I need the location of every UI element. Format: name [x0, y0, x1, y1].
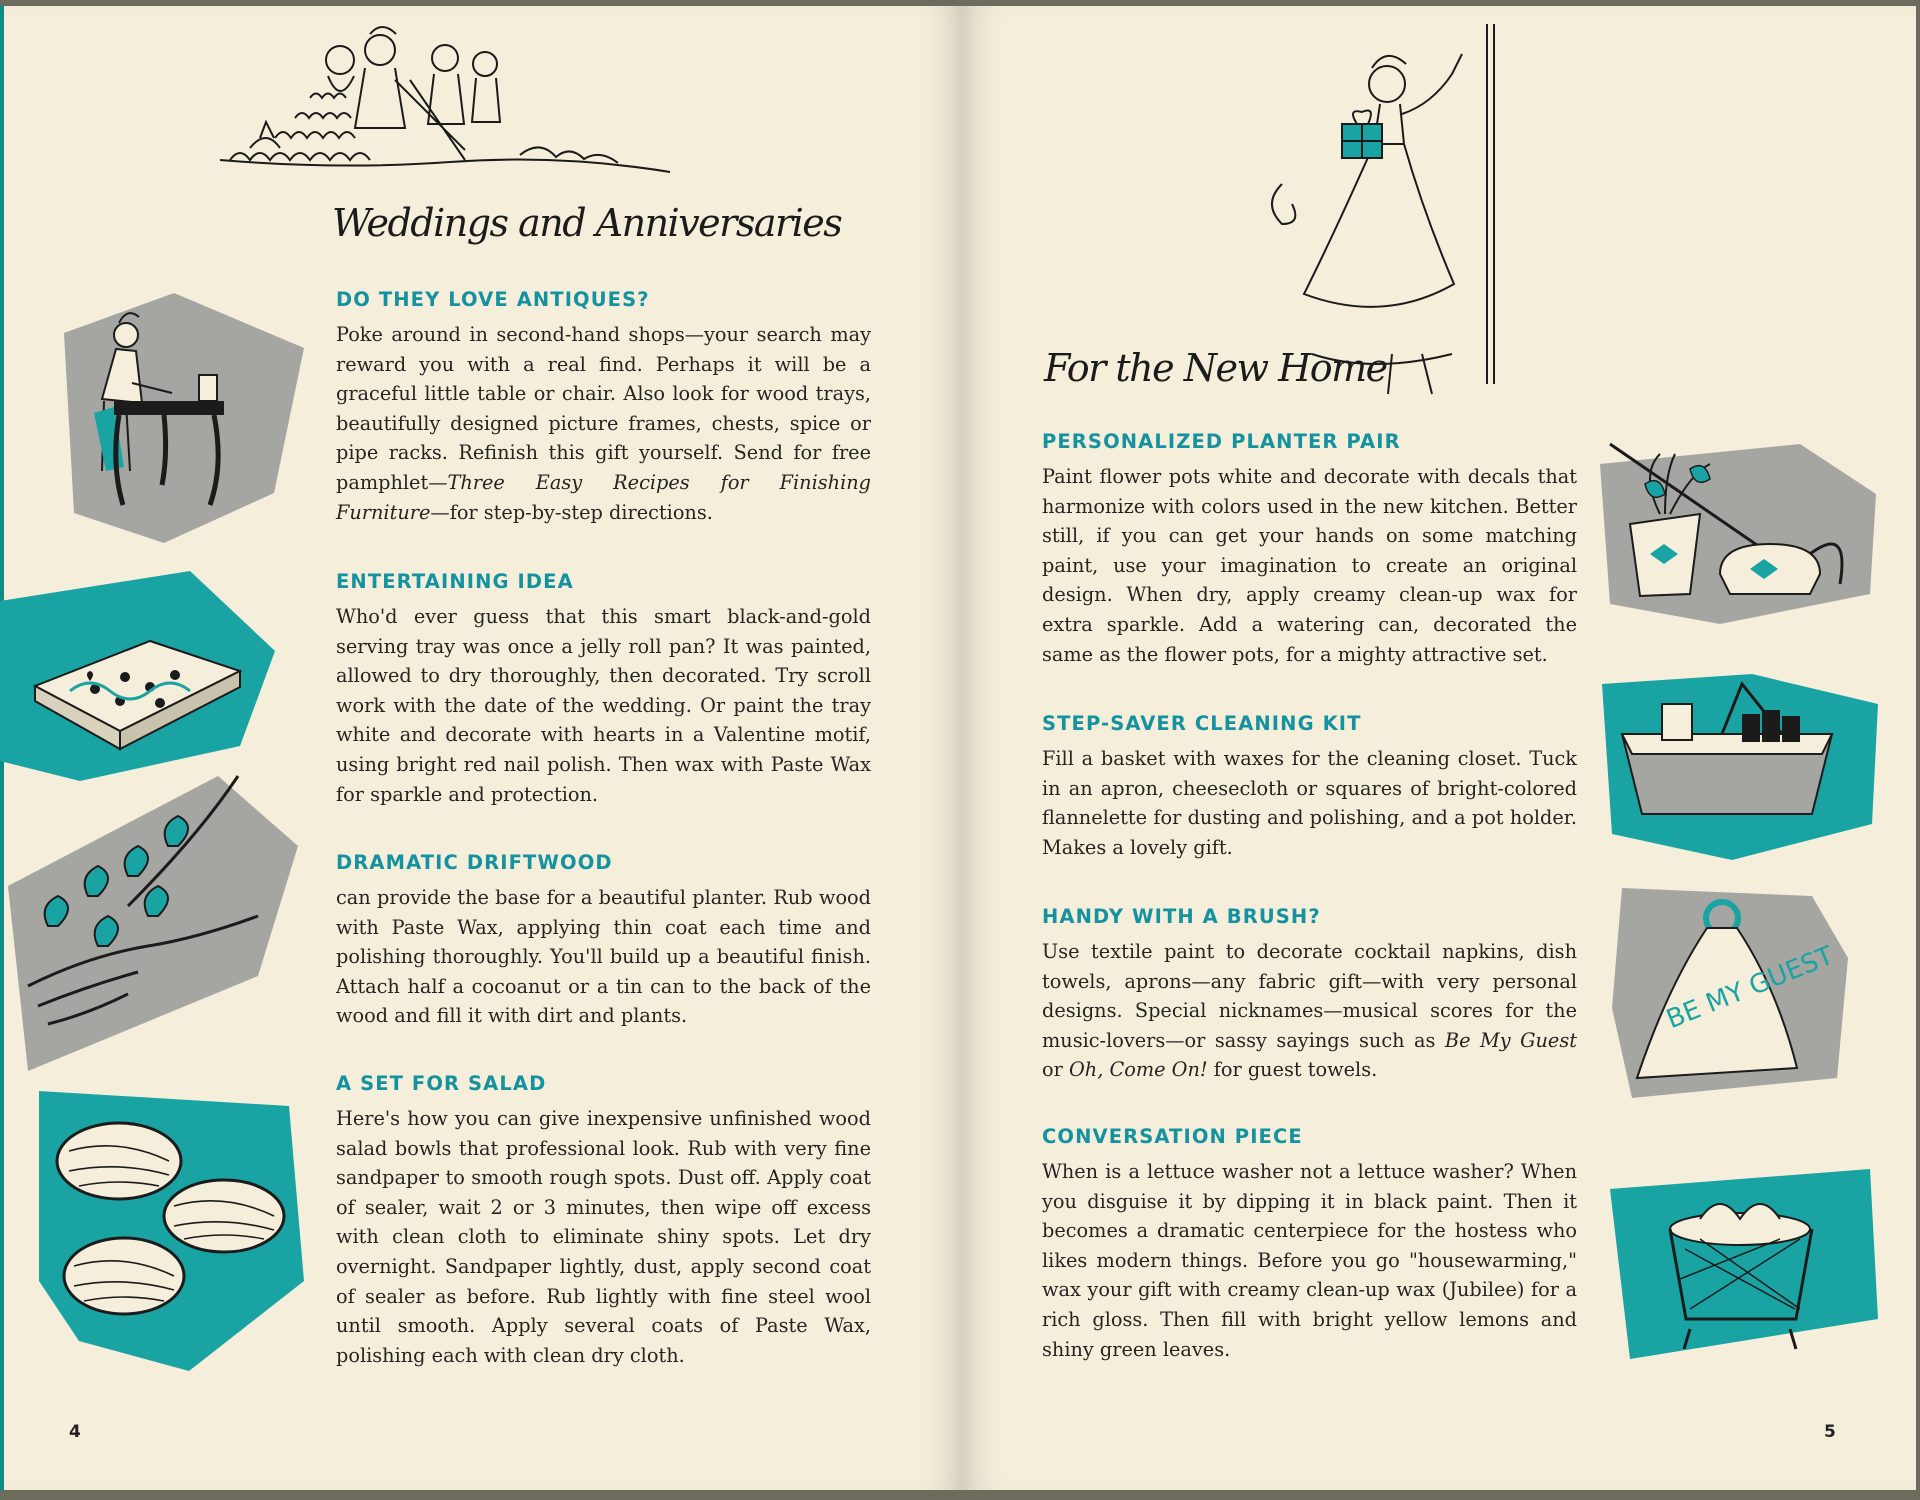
- section-title-weddings: Weddings and Anniversaries: [332, 201, 842, 245]
- salad-bowls-illustration: [39, 1091, 304, 1371]
- cleaning-kit-basket-illustration: [1602, 674, 1878, 860]
- item-body: Here's how you can give inexpensive unfinished wood salad bowls that professional look. Rub with very fine sandpaper to smooth rough spots. Dust off. Apply coat of sealer, wait 2 or 3 minutes, then wipe off excess with clean cloth to eliminate shiny spots. Let dry overnight. Sandpaper lightly, dust, apply second coat of sealer as before. Rub lightly with fine steel wool until smooth. Apply several coats of Paste Wax, polishing each with clean dry cloth.: [336, 1107, 871, 1367]
- page-number-left: 4: [69, 1422, 81, 1442]
- item-heading: ENTERTAINING IDEA: [336, 570, 574, 593]
- item-body: Who'd ever guess that this smart black-and-gold serving tray was once a jelly roll pan? It was painted, allowed to dry thoroughly, then decorated. Try scroll work with the date of the wedding. Or paint the tray white and decorate with hearts in a Valentine motif, using bright red nail polish. Then wax with Paste Wax for sparkle and protection.: [336, 605, 871, 806]
- serving-tray-illustration: [0, 571, 275, 781]
- item-handy-brush: [1042, 905, 1577, 1085]
- item-conversation-piece: [1042, 1125, 1577, 1364]
- wedding-party-illustration: [220, 20, 680, 180]
- lettuce-washer-illustration: [1610, 1169, 1878, 1359]
- item-driftwood: [336, 851, 871, 1031]
- item-body: Fill a basket with waxes for the cleaning closet. Tuck in an apron, cheesecloth or squares of bright-colored flannelette for dusting and polishing, and a pot holder. Makes a lovely gift.: [1042, 747, 1577, 859]
- item-body: Poke around in second-hand shops—your search may reward you with a real find. Perhaps it will be a graceful little table or chair. Also look for wood trays, beautifully designed picture frames, chests, spice or pipe racks. Refinish this gift yourself. Send for free pamphlet—Three Easy Recipes for Finishing Furniture—for step-by-step directions.: [336, 323, 871, 524]
- page-number-right: 5: [1824, 1422, 1836, 1442]
- towel-lettering: BE MY GUEST: [1662, 940, 1838, 1036]
- antique-table-illustration: [64, 293, 304, 543]
- item-heading: PERSONALIZED PLANTER PAIR: [1042, 430, 1401, 453]
- item-heading: HANDY WITH A BRUSH?: [1042, 905, 1321, 928]
- right-page: [962, 6, 1916, 1490]
- item-planter-pair: [1042, 430, 1577, 669]
- item-entertaining-idea: [336, 570, 871, 809]
- left-page: [4, 6, 962, 1490]
- item-heading: CONVERSATION PIECE: [1042, 1125, 1303, 1148]
- item-salad-set: [336, 1072, 871, 1370]
- item-cleaning-kit: [1042, 712, 1577, 862]
- item-body: Paint flower pots white and decorate with decals that harmonize with colors used in the new kitchen. Better still, if you can get your hands on some matching paint, use your imagination to create an original design. When dry, apply creamy clean-up wax for extra sparkle. Add a watering can, decorated the same as the flower pots, for a mighty attractive set.: [1042, 465, 1577, 666]
- item-heading: DO THEY LOVE ANTIQUES?: [336, 288, 650, 311]
- guest-towel-illustration: [1612, 888, 1848, 1098]
- item-heading: STEP-SAVER CLEANING KIT: [1042, 712, 1362, 735]
- item-body: can provide the base for a beautiful planter. Rub wood with Paste Wax, applying thin coat each time and polishing thoroughly. You'll build up a beautiful finish. Attach half a cocoanut or a tin can to the back of the wood and fill it with dirt and plants.: [336, 886, 871, 1028]
- item-heading: A SET FOR SALAD: [336, 1072, 547, 1095]
- planter-watering-can-illustration: [1600, 444, 1876, 624]
- driftwood-planter-illustration: [8, 776, 298, 1071]
- section-title-new-home: For the New Home: [1044, 346, 1387, 390]
- item-body: Use textile paint to decorate cocktail napkins, dish towels, aprons—any fabric gift—with very personal designs. Special nicknames—musical scores for the music-lovers—or sassy sayings such as Be My Guest or Oh, Come On! for guest towels.: [1042, 940, 1577, 1082]
- item-heading: DRAMATIC DRIFTWOOD: [336, 851, 613, 874]
- item-antiques: [336, 288, 871, 527]
- item-body: When is a lettuce washer not a lettuce washer? When you disguise it by dipping it in black paint. Then it becomes a dramatic centerpiece for the hostess who likes modern things. Before you go "housewarming," wax your gift with creamy clean-up wax (Jubilee) for a rich gloss. Then fill with bright yellow lemons and shiny green leaves.: [1042, 1160, 1577, 1361]
